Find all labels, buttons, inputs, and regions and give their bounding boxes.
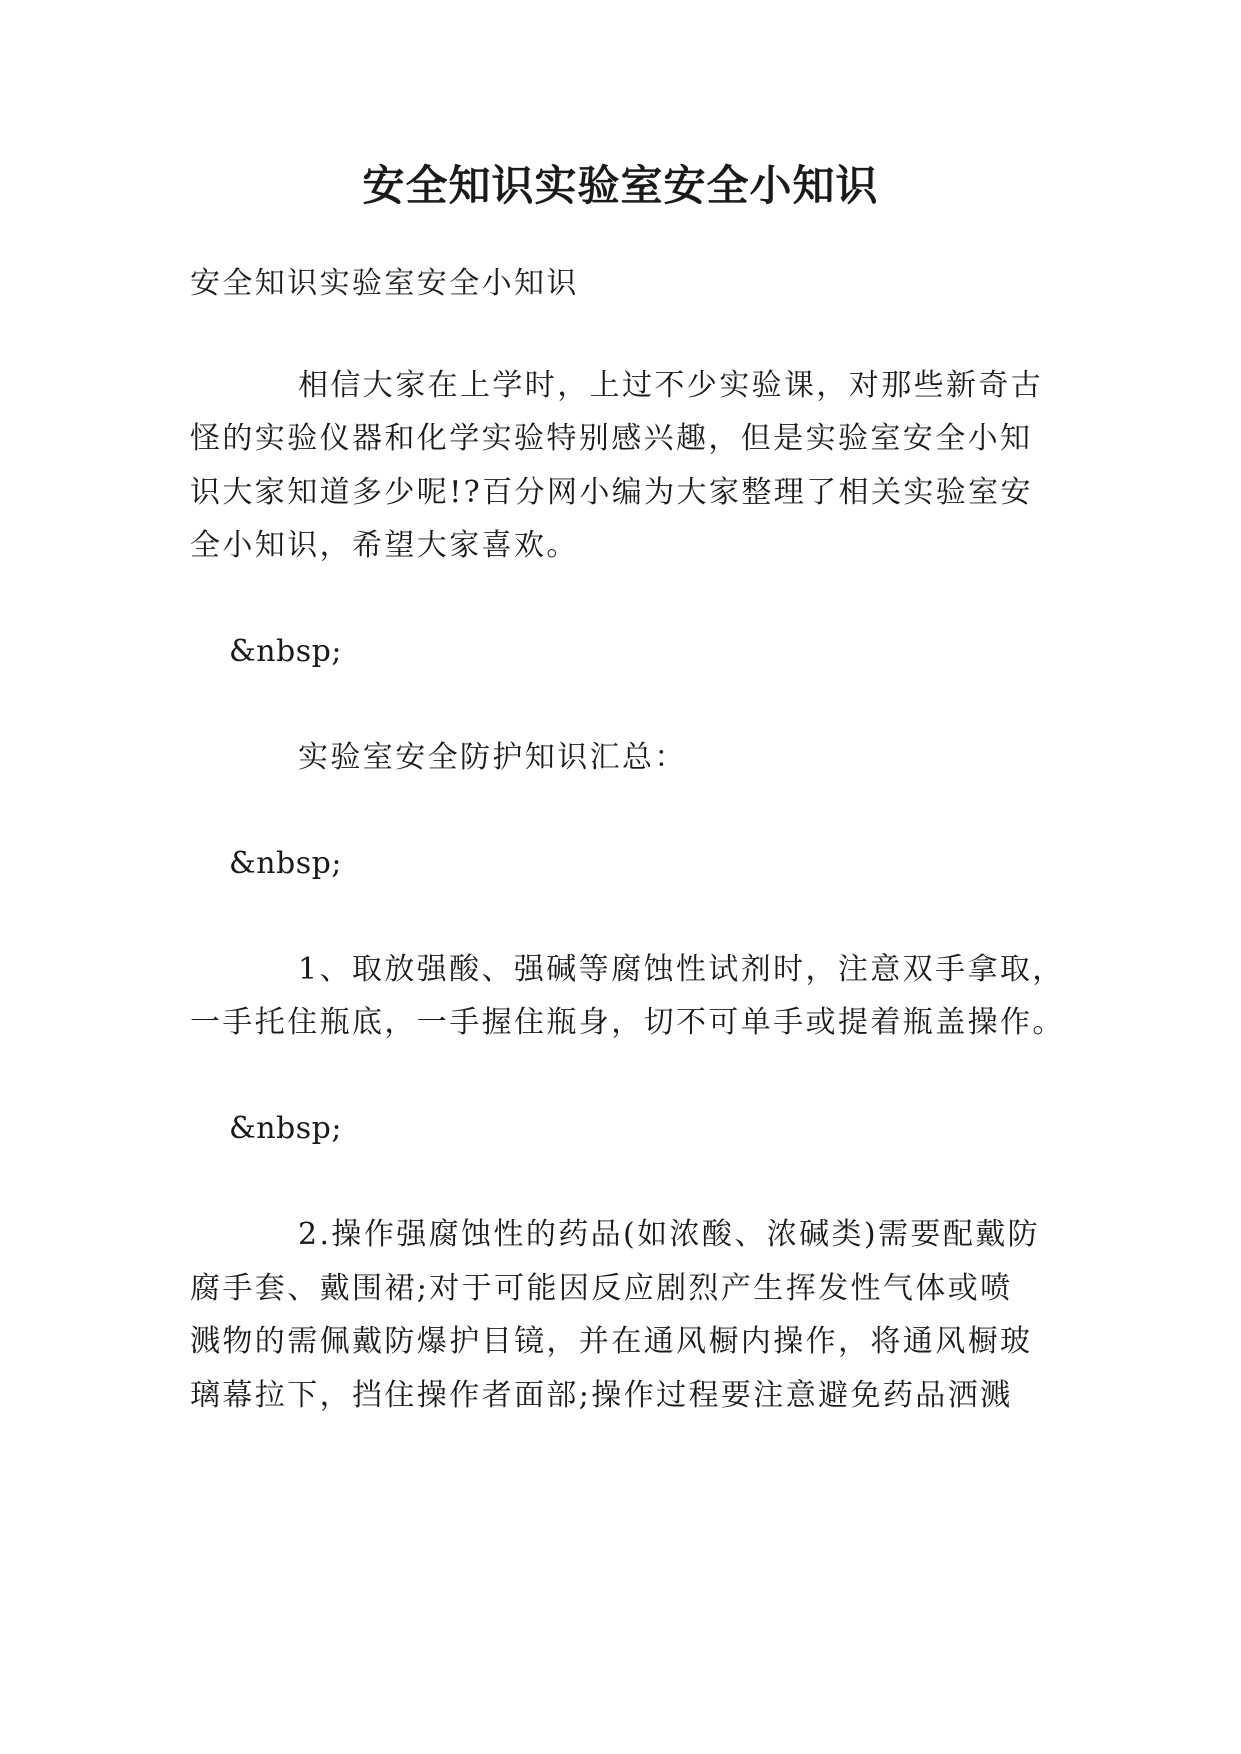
nbsp-text-2: &nbsp; [229, 846, 342, 881]
section-heading: 实验室安全防护知识汇总： [298, 740, 687, 775]
item2-line-1: 2.操作强腐蚀性的药品(如浓酸、浓碱类)需要配戴防 [298, 1217, 1041, 1252]
item2-line-4: 璃幕拉下，挡住操作者面部;操作过程要注意避免药品洒溅 [190, 1378, 1013, 1413]
item1-line-2: 一手托住瓶底，一手握住瓶身，切不可单手或提着瓶盖操作。 [190, 1005, 1065, 1040]
document-title: 安全知识实验室安全小知识 [362, 161, 879, 210]
nbsp-text-1: &nbsp; [229, 634, 342, 669]
item2-line-2: 腐手套、戴围裙;对于可能因反应剧烈产生挥发性气体或喷 [190, 1271, 1013, 1306]
intro-line-3: 识大家知道多少呢!?百分网小编为大家整理了相关实验室安 [190, 475, 1033, 510]
document-subtitle: 安全知识实验室安全小知识 [190, 266, 579, 301]
intro-line-4: 全小知识，希望大家喜欢。 [190, 528, 579, 563]
item1-line-1: 1、取放强酸、强碱等腐蚀性试剂时，注意双手拿取， [298, 952, 1065, 987]
intro-line-1: 相信大家在上学时，上过不少实验课，对那些新奇古 [298, 368, 1044, 403]
intro-line-2: 怪的实验仪器和化学实验特别感兴趣，但是实验室安全小知 [190, 421, 1033, 456]
item2-line-3: 溅物的需佩戴防爆护目镜，并在通风橱内操作，将通风橱玻 [190, 1324, 1033, 1359]
nbsp-text-3: &nbsp; [229, 1111, 342, 1146]
